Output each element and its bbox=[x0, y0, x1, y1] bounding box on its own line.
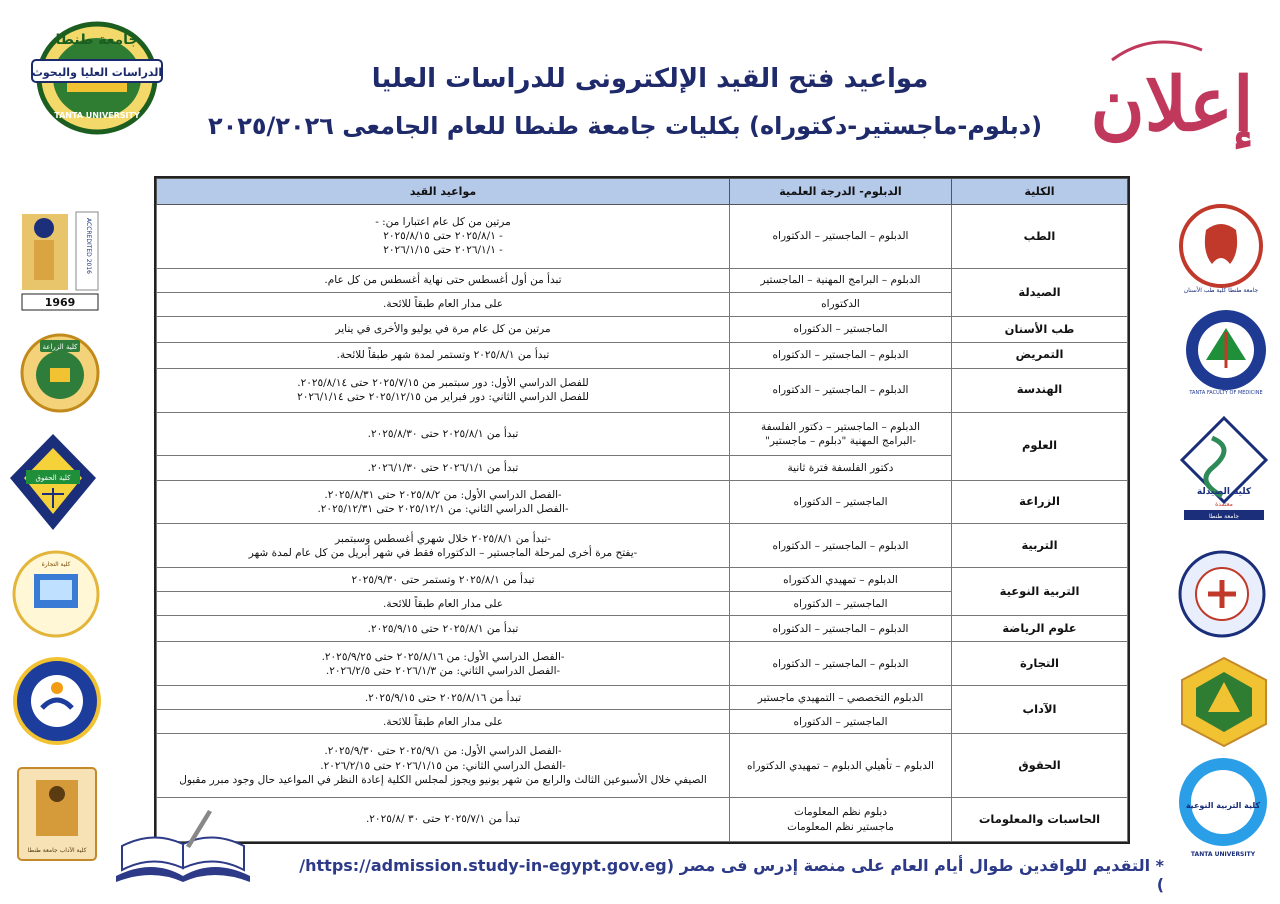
table-row bbox=[157, 316, 1128, 342]
date-line: على مدار العام طبقاً للائحة. bbox=[382, 597, 504, 610]
date-line: الصيفي خلال الأسبوعين الثالث والرابع من شهر يونيو ويجوز لمجلس الكلية إعادة النظر في المواعيد حال وجود مبرر مقبول bbox=[179, 773, 707, 786]
announcement-badge bbox=[1082, 20, 1262, 170]
dates-cell bbox=[157, 592, 730, 616]
degree-line: الماجستير – الدكتوراه bbox=[793, 495, 888, 508]
date-line: تبدأ من ٢٠٢٥/٨/١ حتى ٢٠٢٥/٨/٣٠. bbox=[367, 427, 519, 440]
table-header-row bbox=[157, 179, 1128, 205]
faculty-cell: العلوم bbox=[952, 412, 1128, 480]
degree-cell bbox=[730, 456, 952, 480]
table-row bbox=[157, 686, 1128, 710]
table-row bbox=[157, 480, 1128, 524]
degree-line: الماجستير – الدكتوراه bbox=[793, 323, 888, 336]
university-logo-title: جامعة طنطا bbox=[55, 32, 139, 48]
header-dates: مواعيد القيد bbox=[157, 179, 730, 205]
date-line: -تبدأ من ٢٠٢٥/٨/١ خلال شهري أغسطس وسبتمبر bbox=[335, 532, 551, 545]
schedule-table bbox=[156, 178, 1128, 842]
table-row bbox=[157, 368, 1128, 412]
degree-line: الدبلوم – تمهيدي الدكتوراه bbox=[783, 573, 898, 586]
engineering-badge: ACCREDITED 2016 bbox=[85, 218, 92, 274]
table-row bbox=[157, 734, 1128, 798]
dates-cell bbox=[157, 524, 730, 568]
page-title: مواعيد فتح القيد الإلكترونى للدراسات العليا bbox=[371, 64, 929, 94]
faculty-cell: التمريض bbox=[952, 342, 1128, 368]
specific-education-en: TANTA UNIVERSITY bbox=[1190, 851, 1256, 858]
degree-line: الدبلوم – تأهيلي الدبلوم – تمهيدي الدكتوراه bbox=[747, 759, 934, 772]
pharmacy-sub2: جامعة طنطا bbox=[1208, 513, 1240, 520]
degree-cell bbox=[730, 686, 952, 710]
faculty-cell: الحقوق bbox=[952, 734, 1128, 798]
commerce-caption: كلية التجارة bbox=[41, 561, 71, 568]
date-line: -الفصل الدراسي الأول: من ٢٠٢٥/٨/٢ حتى ٢٠٢٥/٨/٣١. bbox=[324, 488, 562, 501]
faculty-cell: علوم الرياضة bbox=[952, 616, 1128, 642]
dentistry-caption: جامعة طنطا كلية طب الأسنان bbox=[1183, 287, 1259, 294]
degree-line: الدبلوم – الماجستير – دكتور الفلسفة bbox=[760, 420, 921, 433]
dates-cell bbox=[157, 368, 730, 412]
degree-line: الدبلوم – الماجستير – الدكتوراه bbox=[772, 539, 909, 552]
university-logo-subtitle: الدراسات العليا والبحوث bbox=[31, 66, 163, 79]
degree-cell bbox=[730, 710, 952, 734]
date-line: على مدار العام طبقاً للائحة. bbox=[382, 715, 504, 728]
degree-cell bbox=[730, 592, 952, 616]
date-line: تبدأ من ٢٠٢٥/٨/١ وتستمر حتى ٢٠٢٥/٩/٣٠ bbox=[351, 573, 535, 586]
dates-cell bbox=[157, 268, 730, 292]
degree-cell bbox=[730, 524, 952, 568]
date-line: -الفصل الدراسي الثاني: من ٢٠٢٦/١/٣ حتى ٢٠٢٦/٢/٥. bbox=[325, 664, 561, 677]
date-line: تبدأ من ٢٠٢٥/٨/١ حتى ٢٠٢٥/٩/١٥. bbox=[367, 622, 519, 635]
faculty-cell: الحاسبات والمعلومات bbox=[952, 798, 1128, 842]
dates-cell bbox=[157, 686, 730, 710]
arts-logo bbox=[14, 764, 100, 864]
date-line: تبدأ من ٢٠٢٦/١/١ حتى ٢٠٢٦/١/٣٠. bbox=[367, 461, 519, 474]
agriculture-caption: كلية الزراعة bbox=[42, 343, 78, 351]
degree-line: الدبلوم التخصصي – التمهيدي ماجستير bbox=[757, 691, 924, 704]
dates-cell bbox=[157, 456, 730, 480]
faculty-cell: الصيدلة bbox=[952, 268, 1128, 316]
medicine-caption: TANTA FACULTY OF MEDICINE bbox=[1189, 390, 1263, 396]
degree-cell bbox=[730, 798, 952, 842]
degree-line: دبلوم نظم المعلومات bbox=[793, 806, 888, 819]
arts-caption: كلية الآداب جامعة طنطا bbox=[27, 847, 87, 854]
degree-line: ماجستير نظم المعلومات bbox=[787, 820, 894, 833]
specific-education-caption: كلية التربية النوعية bbox=[1185, 801, 1261, 810]
faculty-cell: الهندسة bbox=[952, 368, 1128, 412]
date-line: -الفصل الدراسي الأول: من ٢٠٢٥/٩/١ حتى ٢٠٢٥/٩/٣٠. bbox=[324, 745, 562, 758]
page-subtitle: (دبلوم-ماجستير-دكتوراه) بكليات جامعة طنطا للعام الجامعى ٢٠٢٥/٢٠٢٦ bbox=[207, 112, 1043, 140]
engineering-logo bbox=[14, 206, 108, 314]
law-logo bbox=[6, 430, 100, 534]
pharmacy-logo bbox=[1178, 414, 1270, 522]
date-line: تبدأ من ٢٠٢٥/٨/١ وتستمر لمدة شهر طبقاً للائحة. bbox=[336, 349, 550, 362]
header-degree: الدبلوم- الدرجة العلمية bbox=[730, 179, 952, 205]
faculty-cell: طب الأسنان bbox=[952, 316, 1128, 342]
dates-cell bbox=[157, 480, 730, 524]
dates-cell bbox=[157, 292, 730, 316]
faculty-cell: الزراعة bbox=[952, 480, 1128, 524]
faculty-cell: التربية bbox=[952, 524, 1128, 568]
announcement-text: إعلان bbox=[1090, 62, 1254, 148]
dates-cell bbox=[157, 342, 730, 368]
header-faculty: الكلية bbox=[952, 179, 1128, 205]
dates-cell bbox=[157, 205, 730, 269]
degree-cell bbox=[730, 368, 952, 412]
degree-line: الدبلوم – الماجستير – الدكتوراه bbox=[772, 230, 909, 243]
medicine-logo bbox=[1182, 304, 1270, 400]
date-line: للفصل الدراسي الثاني: دور فبراير من ٢٠٢٥/١٢/١٥ حتى ٢٠٢٦/١/١٤ bbox=[297, 391, 589, 404]
specific-education-logo bbox=[1176, 752, 1270, 862]
degree-cell bbox=[730, 568, 952, 592]
table-row bbox=[157, 524, 1128, 568]
faculty-cell: الطب bbox=[952, 205, 1128, 269]
date-line: -الفصل الدراسي الثاني: من ٢٠٢٦/١/١٥ حتى ٢٠٢٦/٢/١٥. bbox=[320, 759, 566, 772]
dates-cell bbox=[157, 616, 730, 642]
degree-line: الدبلوم – الماجستير – الدكتوراه bbox=[772, 657, 909, 670]
dates-cell bbox=[157, 734, 730, 798]
tanta-university-logo bbox=[22, 14, 172, 138]
degree-cell bbox=[730, 342, 952, 368]
footer-note: * التقديم للوافدين طوال أيام العام على منصة إدرس فى مصر (https://admission.study-in-egypt.gov.eg/ ) bbox=[299, 856, 1164, 894]
date-line: تبدأ من ٢٠٢٥/٧/١ حتى ٣٠ /٢٠٢٥/٨. bbox=[365, 813, 521, 826]
table-row bbox=[157, 642, 1128, 686]
degree-cell bbox=[730, 480, 952, 524]
degree-cell bbox=[730, 292, 952, 316]
date-line: على مدار العام طبقاً للائحة. bbox=[382, 298, 504, 311]
law-caption: كلية الحقوق bbox=[35, 474, 71, 482]
dates-cell bbox=[157, 642, 730, 686]
physical-education-logo bbox=[12, 656, 102, 746]
table-row bbox=[157, 616, 1128, 642]
date-line: تبدأ من ٢٠٢٥/٨/١٦ حتى ٢٠٢٥/٩/١٥. bbox=[364, 691, 522, 704]
engineering-year: 1969 bbox=[44, 296, 76, 309]
date-line: - ٢٠٢٥/٨/١ حتى ٢٠٢٥/٨/١٥ bbox=[383, 230, 503, 243]
degree-line: دكتور الفلسفة فترة ثانية bbox=[787, 461, 894, 474]
degree-line: الدبلوم – البرامج المهنية – الماجستير bbox=[760, 274, 921, 287]
degree-cell bbox=[730, 412, 952, 456]
table-row bbox=[157, 205, 1128, 269]
table-body bbox=[157, 205, 1128, 842]
pharmacy-sub: معتمدة bbox=[1215, 501, 1233, 508]
table-row bbox=[157, 798, 1128, 842]
degree-cell bbox=[730, 734, 952, 798]
date-line: مرتين من كل عام اعتبارا من: - bbox=[375, 216, 511, 229]
dates-cell bbox=[157, 412, 730, 456]
degree-line: الدكتوراه bbox=[821, 298, 860, 311]
table-row bbox=[157, 268, 1128, 292]
dentistry-logo bbox=[1176, 200, 1266, 296]
date-line: تبدأ من أول أغسطس حتى نهاية أغسطس من كل عام. bbox=[324, 274, 562, 287]
degree-cell bbox=[730, 205, 952, 269]
date-line: - ٢٠٢٦/١/١ حتى ٢٠٢٦/١/١٥ bbox=[383, 244, 503, 257]
dates-cell bbox=[157, 710, 730, 734]
date-line: -الفصل الدراسي الأول: من ٢٠٢٥/٨/١٦ حتى ٢٠٢٥/٩/٢٥. bbox=[321, 650, 565, 663]
table-row bbox=[157, 412, 1128, 456]
faculty-cell: التجارة bbox=[952, 642, 1128, 686]
degree-line: الماجستير – الدكتوراه bbox=[793, 597, 888, 610]
faculty-cell: الآداب bbox=[952, 686, 1128, 734]
pharmacy-caption: كلية الصيدلة bbox=[1196, 487, 1252, 497]
table-row bbox=[157, 342, 1128, 368]
date-line: -يفتح مرة أخرى لمرحلة الماجستير – الدكتوراه فقط في شهر أبريل من كل عام لمدة شهر bbox=[248, 546, 638, 559]
date-line: مرتين من كل عام مرة في يوليو والأخرى في يناير bbox=[335, 323, 551, 336]
university-logo-en: TANTA UNIVERSITY bbox=[54, 111, 140, 120]
table-row bbox=[157, 568, 1128, 592]
commerce-logo bbox=[8, 548, 104, 640]
degree-cell bbox=[730, 642, 952, 686]
degree-line: الدبلوم – الماجستير – الدكتوراه bbox=[772, 349, 909, 362]
degree-cell bbox=[730, 616, 952, 642]
dates-cell bbox=[157, 568, 730, 592]
nursing-logo bbox=[1176, 544, 1268, 644]
date-line: للفصل الدراسي الأول: دور سبتمبر من ٢٠٢٥/٧/١٥ حتى ٢٠٢٥/٨/١٤. bbox=[297, 376, 589, 389]
dates-cell bbox=[157, 316, 730, 342]
degree-line: -البرامج المهنية "دبلوم – ماجستير" bbox=[764, 435, 916, 447]
agriculture-logo bbox=[18, 330, 102, 416]
faculty-cell: التربية النوعية bbox=[952, 568, 1128, 616]
schedule-table-frame bbox=[154, 176, 1130, 844]
degree-line: الدبلوم – الماجستير – الدكتوراه bbox=[772, 622, 909, 635]
science-logo bbox=[1178, 654, 1270, 750]
date-line: -الفصل الدراسي الثاني: من ٢٠٢٥/١٢/١ حتى ٢٠٢٥/١٢/٣١. bbox=[317, 502, 569, 515]
degree-cell bbox=[730, 316, 952, 342]
degree-line: الدبلوم – الماجستير – الدكتوراه bbox=[772, 384, 909, 397]
book-illustration bbox=[108, 806, 258, 886]
degree-line: الماجستير – الدكتوراه bbox=[793, 715, 888, 728]
degree-cell bbox=[730, 268, 952, 292]
